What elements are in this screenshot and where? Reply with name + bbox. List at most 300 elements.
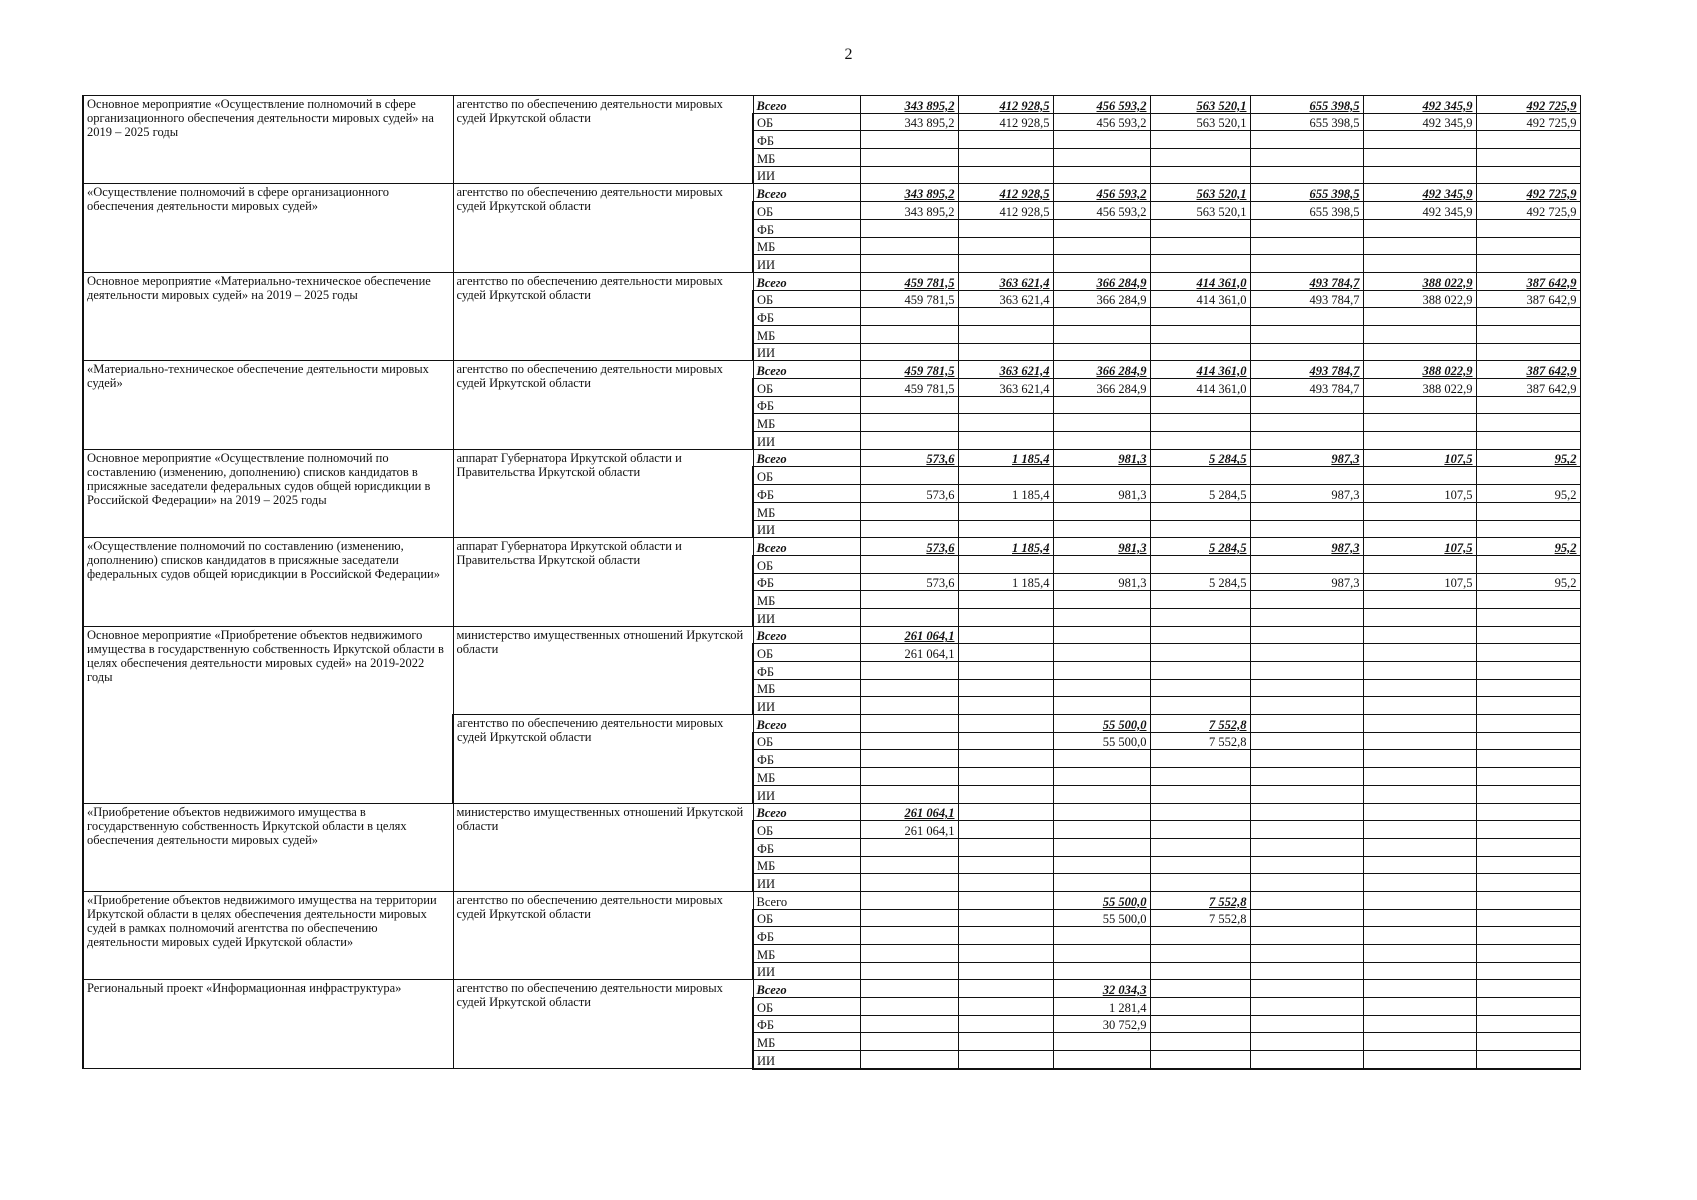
amount-cell bbox=[1250, 626, 1363, 644]
amount-cell bbox=[1150, 1033, 1250, 1051]
amount-cell bbox=[1363, 608, 1476, 626]
amount-cell bbox=[958, 803, 1053, 821]
amount-cell: 363 621,4 bbox=[958, 379, 1053, 397]
amount-cell: 414 361,0 bbox=[1150, 272, 1250, 290]
amount-cell: 414 361,0 bbox=[1150, 290, 1250, 308]
amount-cell bbox=[1150, 149, 1250, 167]
funding-source: МБ bbox=[753, 414, 860, 432]
activity-description: Основное мероприятие «Приобретение объектов недвижимого имущества в государственную собственность Иркутской области в целях обеспечения деятельности мировых судей» на 2019-2022 годы bbox=[83, 626, 453, 803]
funding-source: Всего bbox=[753, 184, 860, 202]
amount-cell bbox=[1476, 838, 1580, 856]
amount-cell bbox=[860, 732, 958, 750]
amount-cell bbox=[1250, 891, 1363, 909]
amount-cell bbox=[1053, 821, 1150, 839]
amount-cell bbox=[1150, 803, 1250, 821]
amount-cell bbox=[1150, 697, 1250, 715]
amount-cell bbox=[860, 502, 958, 520]
amount-cell bbox=[860, 520, 958, 538]
amount-cell bbox=[1363, 909, 1476, 927]
amount-cell bbox=[1250, 679, 1363, 697]
amount-cell bbox=[1363, 520, 1476, 538]
amount-cell: 412 928,5 bbox=[958, 96, 1053, 114]
amount-cell bbox=[1053, 343, 1150, 361]
amount-cell bbox=[1476, 131, 1580, 149]
amount-cell: 492 345,9 bbox=[1363, 96, 1476, 114]
amount-cell bbox=[1363, 414, 1476, 432]
amount-cell: 1 281,4 bbox=[1053, 998, 1150, 1016]
amount-cell bbox=[1150, 414, 1250, 432]
amount-cell bbox=[1363, 1015, 1476, 1033]
responsible-executor: агентство по обеспечению деятельности мировых судей Иркутской области bbox=[453, 184, 753, 272]
amount-cell bbox=[860, 980, 958, 998]
amount-cell bbox=[958, 502, 1053, 520]
amount-cell bbox=[1363, 219, 1476, 237]
funding-source: ФБ bbox=[753, 662, 860, 680]
table-row bbox=[83, 272, 1580, 290]
page-number: 2 bbox=[844, 46, 853, 63]
amount-cell bbox=[1053, 414, 1150, 432]
amount-cell: 655 398,5 bbox=[1250, 113, 1363, 131]
amount-cell bbox=[1363, 308, 1476, 326]
amount-cell bbox=[1363, 149, 1476, 167]
amount-cell bbox=[1363, 1051, 1476, 1069]
amount-cell: 343 895,2 bbox=[860, 202, 958, 220]
amount-cell bbox=[1476, 891, 1580, 909]
amount-cell: 387 642,9 bbox=[1476, 272, 1580, 290]
amount-cell: 387 642,9 bbox=[1476, 361, 1580, 379]
amount-cell bbox=[860, 166, 958, 184]
amount-cell bbox=[1476, 662, 1580, 680]
amount-cell bbox=[1150, 432, 1250, 450]
amount-cell bbox=[860, 591, 958, 609]
amount-cell: 573,6 bbox=[860, 538, 958, 556]
amount-cell: 492 725,9 bbox=[1476, 113, 1580, 131]
funding-source: МБ bbox=[753, 502, 860, 520]
table-row bbox=[83, 96, 1580, 114]
amount-cell bbox=[1476, 927, 1580, 945]
amount-cell bbox=[958, 980, 1053, 998]
amount-cell bbox=[1053, 166, 1150, 184]
amount-cell bbox=[1150, 131, 1250, 149]
amount-cell bbox=[1250, 131, 1363, 149]
amount-cell: 493 784,7 bbox=[1250, 361, 1363, 379]
amount-cell: 5 284,5 bbox=[1150, 485, 1250, 503]
amount-cell bbox=[1150, 998, 1250, 1016]
amount-cell bbox=[958, 1033, 1053, 1051]
amount-cell bbox=[1250, 803, 1363, 821]
activity-description: Основное мероприятие «Материально-техническое обеспечение деятельности мировых судей» на 2019 – 2025 годы bbox=[83, 272, 453, 360]
amount-cell bbox=[1053, 255, 1150, 273]
responsible-executor: агентство по обеспечению деятельности мировых судей Иркутской области bbox=[453, 891, 753, 979]
amount-cell: 5 284,5 bbox=[1150, 449, 1250, 467]
amount-cell bbox=[958, 838, 1053, 856]
amount-cell bbox=[1363, 945, 1476, 963]
amount-cell bbox=[1476, 715, 1580, 733]
amount-cell bbox=[860, 945, 958, 963]
amount-cell bbox=[1150, 608, 1250, 626]
amount-cell bbox=[1476, 467, 1580, 485]
amount-cell bbox=[1363, 396, 1476, 414]
amount-cell bbox=[1150, 325, 1250, 343]
amount-cell bbox=[958, 325, 1053, 343]
amount-cell bbox=[1250, 166, 1363, 184]
amount-cell bbox=[1476, 166, 1580, 184]
amount-cell: 7 552,8 bbox=[1150, 715, 1250, 733]
amount-cell bbox=[1150, 644, 1250, 662]
funding-source: Всего bbox=[753, 891, 860, 909]
amount-cell: 261 064,1 bbox=[860, 821, 958, 839]
amount-cell bbox=[1363, 998, 1476, 1016]
amount-cell bbox=[1363, 927, 1476, 945]
amount-cell bbox=[1476, 308, 1580, 326]
amount-cell bbox=[1250, 237, 1363, 255]
amount-cell: 261 064,1 bbox=[860, 644, 958, 662]
amount-cell: 387 642,9 bbox=[1476, 379, 1580, 397]
amount-cell: 366 284,9 bbox=[1053, 272, 1150, 290]
amount-cell: 563 520,1 bbox=[1150, 184, 1250, 202]
amount-cell bbox=[1476, 502, 1580, 520]
funding-source: Всего bbox=[753, 361, 860, 379]
funding-source: ИИ bbox=[753, 166, 860, 184]
amount-cell: 655 398,5 bbox=[1250, 184, 1363, 202]
amount-cell bbox=[958, 520, 1053, 538]
funding-source: ОБ bbox=[753, 555, 860, 573]
amount-cell bbox=[1363, 732, 1476, 750]
amount-cell bbox=[1053, 662, 1150, 680]
amount-cell bbox=[1250, 343, 1363, 361]
amount-cell bbox=[1250, 644, 1363, 662]
amount-cell bbox=[1476, 856, 1580, 874]
amount-cell: 343 895,2 bbox=[860, 113, 958, 131]
amount-cell bbox=[1250, 697, 1363, 715]
amount-cell bbox=[1250, 998, 1363, 1016]
amount-cell bbox=[1053, 432, 1150, 450]
amount-cell bbox=[1363, 237, 1476, 255]
amount-cell bbox=[1476, 874, 1580, 892]
amount-cell: 655 398,5 bbox=[1250, 202, 1363, 220]
funding-source: Всего bbox=[753, 538, 860, 556]
amount-cell: 55 500,0 bbox=[1053, 732, 1150, 750]
amount-cell bbox=[1476, 945, 1580, 963]
amount-cell bbox=[1476, 962, 1580, 980]
funding-source: ФБ bbox=[753, 308, 860, 326]
amount-cell bbox=[1250, 467, 1363, 485]
amount-cell bbox=[1150, 662, 1250, 680]
funding-source: Всего bbox=[753, 449, 860, 467]
amount-cell: 563 520,1 bbox=[1150, 113, 1250, 131]
amount-cell bbox=[860, 998, 958, 1016]
amount-cell: 981,3 bbox=[1053, 485, 1150, 503]
amount-cell bbox=[1363, 325, 1476, 343]
amount-cell bbox=[958, 697, 1053, 715]
amount-cell bbox=[1363, 803, 1476, 821]
amount-cell bbox=[1150, 945, 1250, 963]
amount-cell bbox=[958, 432, 1053, 450]
amount-cell bbox=[1250, 856, 1363, 874]
amount-cell bbox=[1476, 998, 1580, 1016]
activity-description: Основное мероприятие «Осуществление полномочий по составлению (изменению, дополнению) списков кандидатов в присяжные заседатели федеральных судов общей юрисдикции в Российской Федерации» на 2019 – 2025 годы bbox=[83, 449, 453, 537]
amount-cell bbox=[1476, 768, 1580, 786]
amount-cell: 366 284,9 bbox=[1053, 379, 1150, 397]
amount-cell bbox=[958, 149, 1053, 167]
amount-cell: 459 781,5 bbox=[860, 272, 958, 290]
responsible-executor: агентство по обеспечению деятельности мировых судей Иркутской области bbox=[453, 715, 753, 803]
amount-cell bbox=[1053, 962, 1150, 980]
funding-source: ИИ bbox=[753, 874, 860, 892]
amount-cell bbox=[958, 750, 1053, 768]
funding-source: ИИ bbox=[753, 697, 860, 715]
amount-cell bbox=[1363, 679, 1476, 697]
funding-table bbox=[82, 95, 1581, 1070]
funding-source: ОБ bbox=[753, 113, 860, 131]
amount-cell bbox=[1363, 750, 1476, 768]
amount-cell: 363 621,4 bbox=[958, 361, 1053, 379]
amount-cell bbox=[1476, 1033, 1580, 1051]
amount-cell bbox=[1476, 325, 1580, 343]
amount-cell bbox=[958, 1051, 1053, 1069]
amount-cell: 5 284,5 bbox=[1150, 573, 1250, 591]
funding-source: ОБ bbox=[753, 379, 860, 397]
amount-cell bbox=[1053, 1051, 1150, 1069]
activity-description: «Осуществление полномочий в сфере организационного обеспечения деятельности мировых судей» bbox=[83, 184, 453, 272]
funding-source: Всего bbox=[753, 96, 860, 114]
table-row bbox=[83, 626, 1580, 644]
amount-cell: 32 034,3 bbox=[1053, 980, 1150, 998]
funding-source: Всего bbox=[753, 980, 860, 998]
amount-cell: 107,5 bbox=[1363, 485, 1476, 503]
amount-cell bbox=[1363, 697, 1476, 715]
amount-cell bbox=[1250, 662, 1363, 680]
amount-cell bbox=[1250, 715, 1363, 733]
amount-cell bbox=[1476, 626, 1580, 644]
amount-cell bbox=[1476, 821, 1580, 839]
amount-cell bbox=[1363, 502, 1476, 520]
funding-source: ИИ bbox=[753, 255, 860, 273]
amount-cell: 414 361,0 bbox=[1150, 361, 1250, 379]
funding-source: ИИ bbox=[753, 785, 860, 803]
amount-cell bbox=[958, 821, 1053, 839]
amount-cell bbox=[1363, 131, 1476, 149]
amount-cell bbox=[1363, 626, 1476, 644]
amount-cell bbox=[1476, 520, 1580, 538]
funding-source: ФБ bbox=[753, 131, 860, 149]
amount-cell bbox=[1363, 891, 1476, 909]
amount-cell bbox=[860, 874, 958, 892]
amount-cell bbox=[1476, 237, 1580, 255]
amount-cell bbox=[958, 945, 1053, 963]
amount-cell: 7 552,8 bbox=[1150, 909, 1250, 927]
table-row bbox=[83, 891, 1580, 909]
funding-source: МБ bbox=[753, 1033, 860, 1051]
amount-cell bbox=[1363, 1033, 1476, 1051]
funding-source: ФБ bbox=[753, 485, 860, 503]
amount-cell bbox=[958, 732, 1053, 750]
amount-cell bbox=[958, 255, 1053, 273]
amount-cell bbox=[1053, 626, 1150, 644]
amount-cell bbox=[1250, 1015, 1363, 1033]
amount-cell: 456 593,2 bbox=[1053, 202, 1150, 220]
amount-cell bbox=[860, 325, 958, 343]
amount-cell bbox=[958, 591, 1053, 609]
amount-cell bbox=[1250, 325, 1363, 343]
funding-source: ОБ bbox=[753, 821, 860, 839]
funding-source: ИИ bbox=[753, 1051, 860, 1069]
activity-description: «Материально-техническое обеспечение деятельности мировых судей» bbox=[83, 361, 453, 449]
amount-cell: 493 784,7 bbox=[1250, 272, 1363, 290]
amount-cell bbox=[1053, 697, 1150, 715]
amount-cell bbox=[958, 644, 1053, 662]
amount-cell bbox=[958, 396, 1053, 414]
amount-cell: 388 022,9 bbox=[1363, 290, 1476, 308]
funding-source: ИИ bbox=[753, 432, 860, 450]
amount-cell bbox=[1363, 856, 1476, 874]
amount-cell bbox=[1150, 962, 1250, 980]
amount-cell bbox=[1053, 555, 1150, 573]
amount-cell: 492 345,9 bbox=[1363, 184, 1476, 202]
amount-cell: 1 185,4 bbox=[958, 449, 1053, 467]
amount-cell bbox=[1053, 856, 1150, 874]
funding-source: Всего bbox=[753, 626, 860, 644]
amount-cell: 55 500,0 bbox=[1053, 715, 1150, 733]
amount-cell bbox=[958, 909, 1053, 927]
amount-cell bbox=[1150, 237, 1250, 255]
amount-cell bbox=[1150, 396, 1250, 414]
amount-cell bbox=[1476, 149, 1580, 167]
amount-cell bbox=[1053, 768, 1150, 786]
amount-cell bbox=[860, 237, 958, 255]
amount-cell: 492 725,9 bbox=[1476, 202, 1580, 220]
funding-source: ФБ bbox=[753, 750, 860, 768]
amount-cell: 388 022,9 bbox=[1363, 379, 1476, 397]
amount-cell bbox=[1476, 1015, 1580, 1033]
amount-cell bbox=[958, 131, 1053, 149]
amount-cell: 388 022,9 bbox=[1363, 272, 1476, 290]
amount-cell bbox=[1053, 608, 1150, 626]
amount-cell bbox=[860, 555, 958, 573]
table-row bbox=[83, 538, 1580, 556]
amount-cell: 493 784,7 bbox=[1250, 290, 1363, 308]
funding-source: ИИ bbox=[753, 520, 860, 538]
amount-cell: 366 284,9 bbox=[1053, 361, 1150, 379]
funding-source: ОБ bbox=[753, 644, 860, 662]
amount-cell bbox=[1150, 1051, 1250, 1069]
amount-cell bbox=[860, 679, 958, 697]
amount-cell bbox=[1250, 945, 1363, 963]
amount-cell bbox=[1250, 927, 1363, 945]
amount-cell bbox=[958, 874, 1053, 892]
amount-cell bbox=[1250, 821, 1363, 839]
amount-cell bbox=[958, 785, 1053, 803]
amount-cell bbox=[958, 768, 1053, 786]
amount-cell: 1 185,4 bbox=[958, 538, 1053, 556]
amount-cell bbox=[958, 343, 1053, 361]
amount-cell: 456 593,2 bbox=[1053, 184, 1150, 202]
table-row bbox=[83, 980, 1580, 998]
amount-cell: 261 064,1 bbox=[860, 803, 958, 821]
amount-cell bbox=[1476, 909, 1580, 927]
amount-cell: 107,5 bbox=[1363, 538, 1476, 556]
responsible-executor: министерство имущественных отношений Иркутской области bbox=[453, 803, 753, 891]
amount-cell: 981,3 bbox=[1053, 449, 1150, 467]
amount-cell bbox=[1150, 874, 1250, 892]
amount-cell bbox=[958, 308, 1053, 326]
amount-cell bbox=[860, 131, 958, 149]
funding-source: ИИ bbox=[753, 343, 860, 361]
amount-cell bbox=[860, 1015, 958, 1033]
amount-cell bbox=[1053, 874, 1150, 892]
amount-cell bbox=[1053, 591, 1150, 609]
funding-source: ФБ bbox=[753, 573, 860, 591]
amount-cell bbox=[1250, 962, 1363, 980]
amount-cell bbox=[1150, 502, 1250, 520]
funding-source: ФБ bbox=[753, 838, 860, 856]
amount-cell: 1 185,4 bbox=[958, 573, 1053, 591]
amount-cell: 563 520,1 bbox=[1150, 96, 1250, 114]
amount-cell bbox=[1053, 149, 1150, 167]
amount-cell bbox=[1363, 343, 1476, 361]
amount-cell bbox=[1476, 732, 1580, 750]
amount-cell bbox=[1053, 927, 1150, 945]
amount-cell bbox=[1250, 874, 1363, 892]
activity-description: Основное мероприятие «Осуществление полномочий в сфере организационного обеспечения деятельности мировых судей» на 2019 – 2025 годы bbox=[83, 96, 453, 184]
amount-cell: 492 345,9 bbox=[1363, 113, 1476, 131]
amount-cell: 387 642,9 bbox=[1476, 290, 1580, 308]
amount-cell: 95,2 bbox=[1476, 573, 1580, 591]
amount-cell bbox=[1150, 750, 1250, 768]
funding-source: ОБ bbox=[753, 290, 860, 308]
amount-cell bbox=[860, 909, 958, 927]
amount-cell bbox=[958, 608, 1053, 626]
amount-cell bbox=[1250, 838, 1363, 856]
funding-source: МБ bbox=[753, 856, 860, 874]
amount-cell: 456 593,2 bbox=[1053, 113, 1150, 131]
table-row bbox=[83, 803, 1580, 821]
amount-cell bbox=[1363, 962, 1476, 980]
amount-cell bbox=[860, 343, 958, 361]
amount-cell bbox=[1150, 821, 1250, 839]
funding-source: ОБ bbox=[753, 998, 860, 1016]
amount-cell bbox=[1363, 432, 1476, 450]
funding-source: Всего bbox=[753, 272, 860, 290]
amount-cell bbox=[1053, 467, 1150, 485]
responsible-executor: министерство имущественных отношений Иркутской области bbox=[453, 626, 753, 714]
amount-cell: 412 928,5 bbox=[958, 184, 1053, 202]
amount-cell: 573,6 bbox=[860, 485, 958, 503]
amount-cell bbox=[1476, 219, 1580, 237]
amount-cell: 95,2 bbox=[1476, 538, 1580, 556]
amount-cell bbox=[958, 555, 1053, 573]
amount-cell bbox=[860, 467, 958, 485]
responsible-executor: аппарат Губернатора Иркутской области и Правительства Иркутской области bbox=[453, 449, 753, 537]
amount-cell bbox=[1476, 343, 1580, 361]
amount-cell bbox=[1053, 803, 1150, 821]
amount-cell: 456 593,2 bbox=[1053, 96, 1150, 114]
amount-cell bbox=[860, 927, 958, 945]
responsible-executor: агентство по обеспечению деятельности мировых судей Иркутской области bbox=[453, 980, 753, 1069]
amount-cell: 459 781,5 bbox=[860, 290, 958, 308]
amount-cell bbox=[1363, 644, 1476, 662]
funding-source: ФБ bbox=[753, 396, 860, 414]
amount-cell bbox=[1250, 149, 1363, 167]
amount-cell bbox=[1476, 555, 1580, 573]
amount-cell bbox=[1250, 520, 1363, 538]
amount-cell bbox=[1363, 662, 1476, 680]
amount-cell bbox=[1250, 555, 1363, 573]
funding-source: МБ bbox=[753, 591, 860, 609]
amount-cell: 55 500,0 bbox=[1053, 891, 1150, 909]
amount-cell bbox=[1150, 768, 1250, 786]
table-row bbox=[83, 361, 1580, 379]
